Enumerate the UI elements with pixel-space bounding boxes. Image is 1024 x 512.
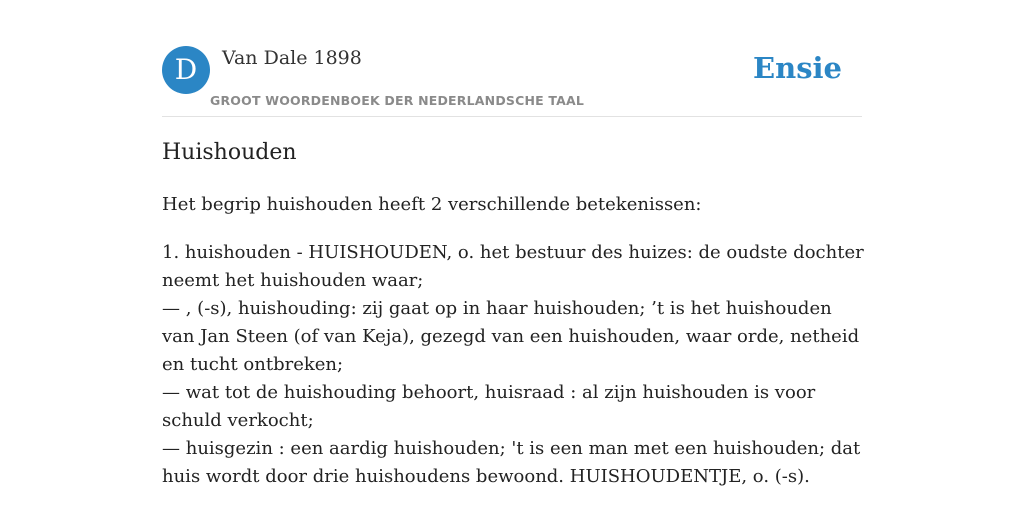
header	[162, 46, 862, 117]
brand-logo[interactable]: Ensie	[753, 51, 842, 85]
dictionary-subtitle: GROOT WOORDENBOEK DER NEDERLANDSCHE TAAL	[210, 93, 585, 108]
entry-intro: Het begrip huishouden heeft 2 verschillende betekenissen:	[162, 194, 702, 215]
definition-line: — , (-s), huishouding: zij gaat op in haar huishouden; ’t is het huishouden van Jan Steen (of van Keja), gezegd van een huishouden, waar orde, netheid en tucht ontbreken;	[162, 298, 860, 375]
definition-line: — wat tot de huishouding behoort, huisraad : al zijn huishouden is voor schuld verkocht;	[162, 382, 816, 431]
dictionary-title[interactable]: Van Dale 1898	[222, 47, 362, 69]
definition-line: 1. huishouden - HUISHOUDEN, o. het bestuur des huizes: de oudste dochter neemt het huishouden waar;	[162, 242, 864, 291]
entry-term: Huishouden	[162, 140, 297, 165]
dictionary-avatar[interactable]: D	[162, 46, 210, 94]
definition-line: — huisgezin : een aardig huishouden; 't is een man met een huishouden; dat huis wordt door drie huishoudens bewoond. HUISHOUDENTJE, o. (-s).	[162, 438, 861, 487]
entry-definition	[162, 239, 868, 491]
